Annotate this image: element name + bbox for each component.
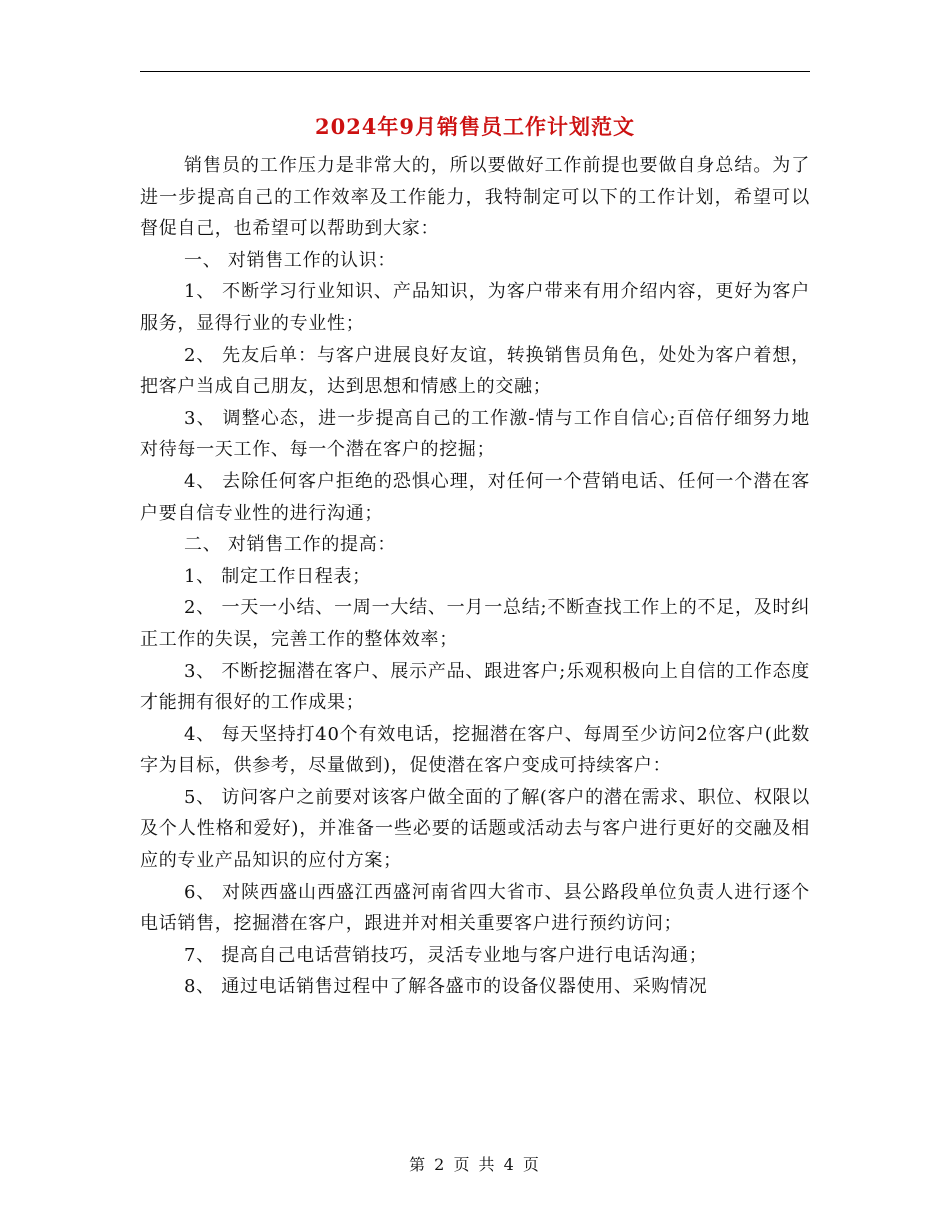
page-number: 第 2 页 共 4 页 bbox=[409, 1155, 541, 1174]
section-heading-improvement: 二、 对销售工作的提高： bbox=[184, 534, 397, 556]
list-item: 8、 通过电话销售过程中了解各盛市的设备仪器使用、采购情况 bbox=[184, 976, 708, 998]
list-item: 6、 对陕西盛山西盛江西盛河南省四大省市、县公路段单位负责人进行逐个电话销售，挖掘潜在客户，跟进并对相关重要客户进行预约访问； bbox=[140, 881, 810, 935]
list-item: 1、 不断学习行业知识、产品知识，为客户带来有用介绍内容，更好为客户服务，显得行业的专业性； bbox=[140, 281, 810, 334]
list-item: 2、 一天一小结、一周一大结、一月一总结;不断查找工作上的不足，及时纠正工作的失误，完善工作的整体效率； bbox=[140, 597, 810, 650]
section-heading-understanding: 一、 对销售工作的认识： bbox=[184, 249, 397, 271]
list-item: 2、 先友后单：与客户进展良好友谊，转换销售员角色，处处为客户着想，把客户当成自己朋友，达到思想和情感上的交融； bbox=[140, 344, 810, 398]
list-item: 7、 提高自己电话营销技巧，灵活专业地与客户进行电话沟通； bbox=[184, 944, 708, 966]
list-item: 1、 制定工作日程表； bbox=[184, 565, 371, 587]
list-item: 4、 去除任何客户拒绝的恐惧心理，对任何一个营销电话、任何一个潜在客户要自信专业性的进行沟通； bbox=[140, 470, 810, 524]
document-body bbox=[140, 150, 810, 1003]
list-item: 3、 调整心态，进一步提高自己的工作激-情与工作自信心;百倍仔细努力地对待每一天工作、每一个潜在客户的挖掘； bbox=[140, 407, 810, 461]
paragraph-intro: 销售员的工作压力是非常大的，所以要做好工作前提也要做自身总结。为了进一步提高自己的工作效率及工作能力，我特制定可以下的工作计划，希望可以督促自己，也希望可以帮助到大家： bbox=[140, 155, 810, 240]
list-item: 5、 访问客户之前要对该客户做全面的了解(客户的潜在需求、职位、权限以及个人性格和爱好)，并准备一些必要的话题或活动去与客户进行更好的交融及相应的专业产品知识的应付方案； bbox=[140, 786, 810, 872]
document-title: 2024年9月销售员工作计划范文 bbox=[314, 114, 636, 139]
list-item: 4、 每天坚持打40个有效电话，挖掘潜在客户、每周至少访问2位客户(此数字为目标，供参考，尽量做到)，促使潜在客户变成可持续客户： bbox=[140, 723, 810, 777]
list-item: 3、 不断挖掘潜在客户、展示产品、跟进客户;乐观积极向上自信的工作态度才能拥有很好的工作成果； bbox=[140, 660, 810, 714]
header-rule bbox=[140, 71, 810, 72]
